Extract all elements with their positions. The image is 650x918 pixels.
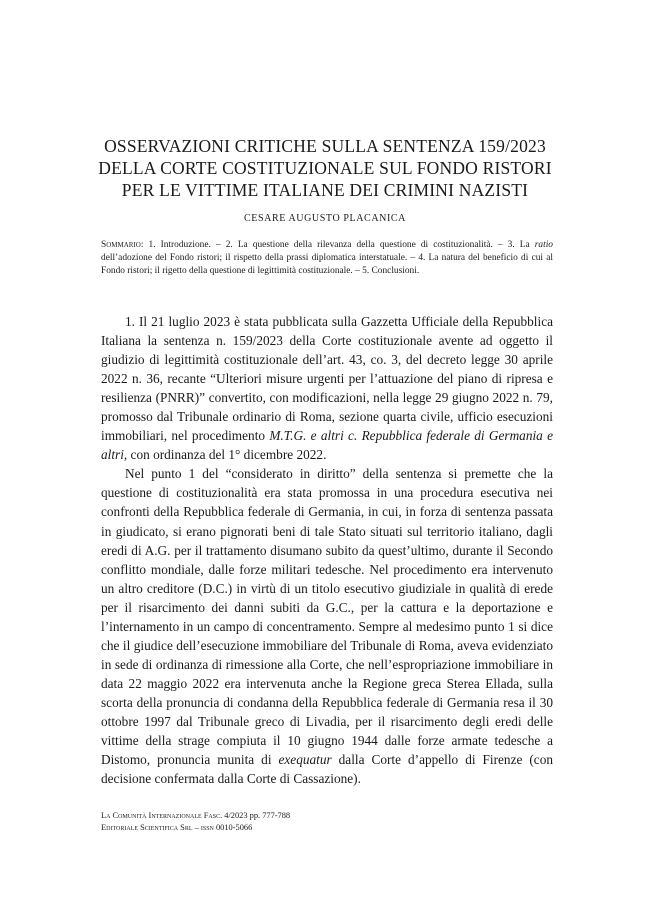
summary-text-a: 1. Introduzione. – 2. La questione della rilevanza della questione di costituzionalità. – 3. La: [143, 240, 535, 250]
paragraph-1-text-a: 1. Il 21 luglio 2023 è stata pubblicata sulla Gazzetta Ufficiale della Repubblica Italiana la sentenza n. 159/2023 della Corte costituzionale avente ad oggetto il giudizio di legittimità costituzionale dell’art. 43, co. 3, del decreto legge 30 aprile 2022 n. 36, recante “Ulteriori misure urgenti per l’attuazione del piano di ripresa e resilienza (PNRR)” convertito, con modificazioni, nella legge 29 giugno 2022 n. 79, promosso dal Tribunale ordinario di Roma, sezione quarta civile, ufficio esecuzioni immobiliari, nel procedimento: [101, 314, 553, 444]
summary-label: Sommario:: [101, 240, 144, 250]
issn-number: 0010-5066: [213, 823, 253, 832]
summary-ratio: ratio: [534, 240, 553, 250]
paragraph-1-text-b: , con ordinanza del 1° dicembre 2022.: [123, 447, 327, 463]
exequatur-term: exequatur: [278, 752, 332, 768]
title-line-3: PER LE VITTIME ITALIANE DEI CRIMINI NAZISTI: [121, 180, 529, 200]
paragraph-2: [101, 464, 553, 788]
summary-block: [101, 239, 553, 278]
title-line-1: OSSERVAZIONI CRITICHE SULLA SENTENZA 159/2023: [104, 136, 546, 156]
title-line-2: DELLA CORTE COSTITUZIONALE SUL FONDO RISTORI: [98, 158, 552, 178]
publication-footer: [101, 810, 290, 834]
body-text: [101, 312, 553, 788]
publisher-name: Editoriale Scientifica Srl – issn: [101, 823, 214, 832]
case-name: M.T.G. e altri c. Repubblica federale di Germania e altri: [101, 428, 553, 463]
journal-name: La Comunità Internazionale Fasc.: [101, 811, 223, 820]
article-title: [60, 135, 590, 201]
paragraph-2-text-a: Nel punto 1 del “considerato in diritto” della sentenza si premette che la questione di costituzionalità era stata promossa in una procedura esecutiva nei confronti della Repubblica federale di Germania, in cui, in forza di sentenza passata in giudicato, si erano pignorati beni di tale Stato situati sul territorio italiano, dagli eredi di A.G. per il trattamento disumano subito da quest’ultimo, durante il Secondo conflitto mondiale, dalle forze militari tedesche. Nel procedimento era intervenuto un altro creditore (D.C.) in virtù di un titolo esecutivo giudiziale in qualità di erede per il risarcimento dei danni subiti da G.C., per la cattura e la deportazione e l’internamento in un campo di concentramento. Sempre al medesimo punto 1 si dice che il giudice dell’esecuzione immobiliare del Tribunale di Roma, aveva evidenziato in sede di ordinanza di rimessione alla Corte, che nell’espropriazione immobiliare in data 22 maggio 2022 era intervenuta anche la Regione greca Sterea Ellada, sulla scorta della pronuncia di condanna della Repubblica federale di Germania resa il 30 ottobre 1997 dal Tribunale greco di Livadia, per il risarcimento degli eredi delle vittime della strage compiuta il 10 giugno 1944 dalle forze armate tedesche a Distomo, pronuncia munita di: [101, 466, 553, 768]
summary-text-b: dell’adozione del Fondo ristori; il rispetto della prassi diplomatica interstatuale. – 4. La natura del beneficio di cui al Fondo ristori; il rigetto della questione di legittimità costituzionale. – 5. Conclusioni.: [101, 252, 553, 276]
paragraph-1: [101, 312, 553, 464]
author-name: CESARE AUGUSTO PLACANICA: [243, 213, 406, 224]
footer-line-2: [101, 822, 290, 834]
journal-issue: 4/2023 pp. 777-788: [222, 811, 291, 820]
footer-line-1: [101, 810, 290, 822]
paragraph-2-text-b: dalla Corte d’appello di Firenze (con decisione confermata dalla Corte di Cassazione).: [101, 752, 553, 787]
